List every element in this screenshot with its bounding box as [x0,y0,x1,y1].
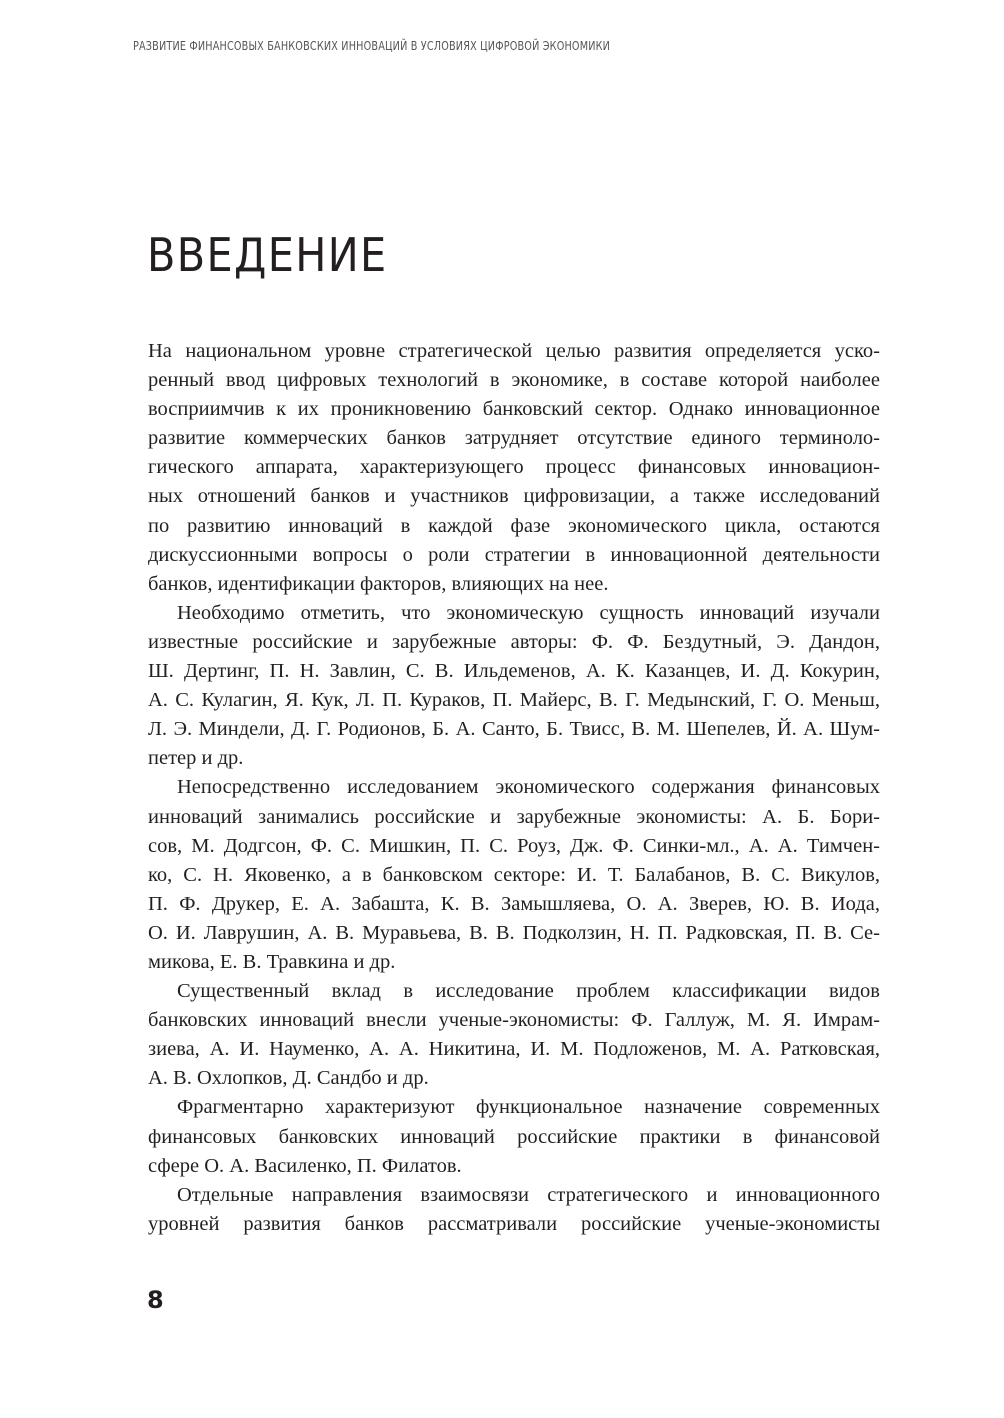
paragraph [148,977,880,1093]
paragraph [148,773,880,977]
text-line: Фрагментарно характеризуют функциональное назначение современных [177,1096,880,1119]
text-line: уровней развития банков рассматривали российские ученые-экономисты [148,1212,880,1235]
text-line: А. В. Охлопков, Д. Сандбо и др. [148,1067,429,1090]
text-line: микова, Е. В. Травкина и др. [148,950,396,973]
chapter-title: ВВЕДЕНИЕ [147,228,388,282]
text-line: Отдельные направления взаимосвязи стратегического и инновационного [177,1183,880,1206]
text-line: О. И. Лаврушин, А. В. Муравьева, В. В. Подколзин, Н. П. Радковская, П. В. Се- [148,921,880,944]
text-line: На национальном уровне стратегической целью развития определяется уско- [148,340,880,362]
text-line: ко, С. Н. Яковенко, а в банковском секторе: И. Т. Балабанов, В. С. Викулов, [148,863,880,886]
text-line: дискуссионными вопросы о роли стратегии в инновационной деятельности [148,543,880,566]
paragraph [148,599,880,774]
text-line: сфере О. А. Василенко, П. Филатов. [148,1154,462,1177]
page-number: 8 [147,1286,164,1314]
text-line: гического аппарата, характеризующего процесс финансовых инновацион- [148,456,880,479]
text-line: петер и др. [148,747,244,770]
paragraph [148,1181,880,1239]
text-line: финансовых банковских инноваций российские практики в финансовой [148,1125,880,1148]
text-line: инноваций занимались российские и зарубежные экономисты: А. Б. Бори- [148,805,880,828]
text-line: банков, идентификации факторов, влияющих на нее. [148,572,609,595]
text-line: ренный ввод цифровых технологий в экономике, в составе которой наиболее [148,369,880,392]
text-line: Существенный вклад в исследование проблем классификации видов [177,980,880,1003]
text-line: восприимчив к их проникновению банковский сектор. Однако инновационное [148,398,880,421]
text-line: А. С. Кулагин, Я. Кук, Л. П. Кураков, П. Майерс, В. Г. Медынский, Г. О. Меньш, [148,689,880,712]
text-line: зиева, А. И. Науменко, А. А. Никитина, И. М. Подложенов, М. А. Ратковская, [148,1038,880,1061]
text-line: известные российские и зарубежные авторы: Ф. Ф. Бездутный, Э. Дандон, [148,630,880,653]
text-line: П. Ф. Друкер, Е. А. Забашта, К. В. Замышляева, О. А. Зверев, Ю. В. Иода, [148,892,880,915]
text-line: Л. Э. Миндели, Д. Г. Родионов, Б. А. Санто, Б. Твисс, В. М. Шепелев, Й. А. Шум- [148,718,880,741]
text-line: ных отношений банков и участников цифровизации, а также исследований [148,485,880,508]
paragraph [148,1093,880,1180]
text-line: Необходимо отметить, что экономическую сущность инноваций изучали [177,601,880,624]
text-line: развитие коммерческих банков затрудняет отсутствие единого терминоло- [148,427,880,450]
body-text [148,337,880,1239]
text-line: сов, М. Додгсон, Ф. С. Мишкин, П. С. Роуз, Дж. Ф. Синки-мл., А. А. Тимчен- [148,834,880,857]
text-line: Непосредственно исследованием экономического содержания финансовых [177,776,880,799]
text-line: по развитию инноваций в каждой фазе экономического цикла, остаются [148,514,880,537]
text-line: Ш. Дертинг, П. Н. Завлин, С. В. Ильдеменов, А. К. Казанцев, И. Д. Кокурин, [148,660,880,683]
paragraph [148,337,880,599]
running-head: РАЗВИТИЕ ФИНАНСОВЫХ БАНКОВСКИХ ИННОВАЦИЙ В УСЛОВИЯХ ЦИФРОВОЙ ЭКОНОМИКИ [133,38,611,53]
text-line: банковских инноваций внесли ученые-экономисты: Ф. Галлуж, М. Я. Имрам- [148,1009,880,1032]
